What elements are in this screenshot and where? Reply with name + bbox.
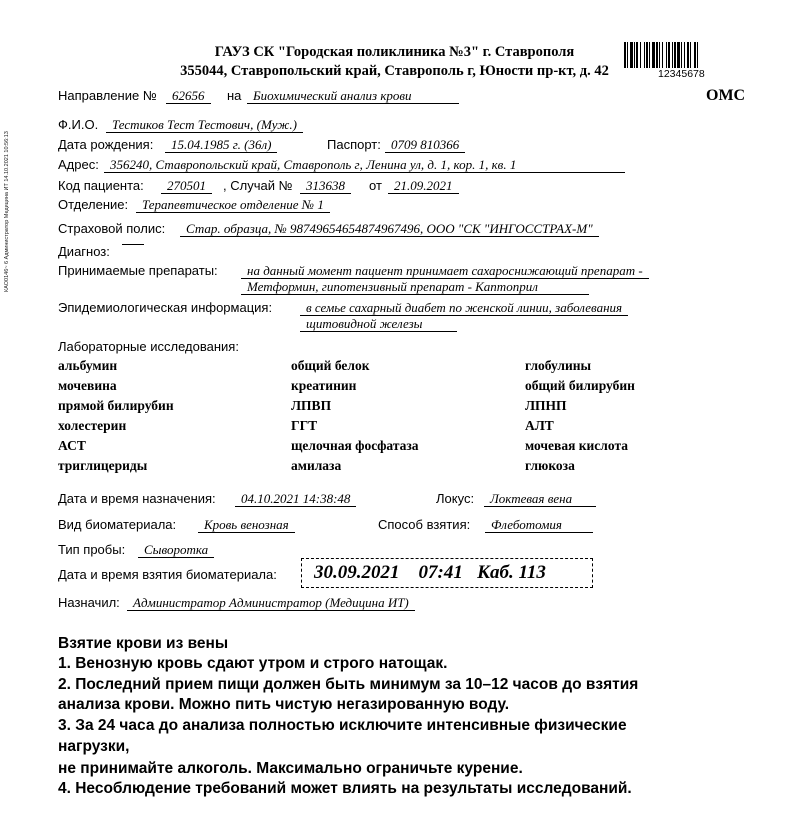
biomaterial-label: Вид биоматериала: — [58, 517, 177, 532]
doctor-label: Назначил: — [58, 595, 120, 610]
lab-test: ЛПВП — [291, 398, 332, 413]
assigned-doctor: Администратор Администратор (Медицина ИТ) — [127, 595, 415, 611]
insurance-label: Страховой полис: — [58, 221, 166, 236]
referral-type: Биохимический анализ крови — [247, 88, 459, 104]
instruction-line: 1. Венозную кровь сдают утром и строго натощак. — [58, 655, 448, 672]
sample-type: Сыворотка — [138, 542, 214, 558]
epidemiology-line-1: в семье сахарный диабет по женской линии, заболевания — [300, 300, 628, 316]
patient-dob: 15.04.1985 г. (36л) — [165, 137, 277, 153]
instruction-line: анализа крови. Можно пить чистую негазированную воду. — [58, 696, 510, 713]
lab-test: глюкоза — [525, 458, 575, 473]
lab-test: альбумин — [58, 358, 118, 373]
case-label: , Случай № — [223, 178, 293, 193]
taken-datetime: 30.09.2021 07:41 Каб. 113 — [314, 562, 546, 583]
barcode-number: 12345678 — [658, 68, 705, 80]
patient-passport: 0709 810366 — [385, 137, 465, 153]
lab-test: амилаза — [291, 458, 342, 473]
patient-address: 356240, Ставропольский край, Ставрополь г, Ленина ул, д. 1, кор. 1, кв. 1 — [104, 157, 625, 173]
biomaterial: Кровь венозная — [198, 517, 295, 533]
lab-title: Лабораторные исследования: — [58, 339, 239, 354]
lab-test: креатинин — [291, 378, 357, 393]
organization-name: ГАУЗ СК "Городская поликлиника №3" г. Ставрополя — [214, 44, 575, 60]
instruction-line: не принимайте алкоголь. Максимально ограничьте курение. — [58, 760, 523, 777]
lab-test: АЛТ — [525, 418, 554, 433]
address-label: Адрес: — [58, 157, 99, 172]
lab-test: общий белок — [291, 358, 370, 373]
assigned-datetime: 04.10.2021 14:38:48 — [235, 491, 356, 507]
fio-label: Ф.И.О. — [58, 117, 99, 132]
lab-test: прямой билирубин — [58, 398, 174, 413]
instruction-line: 2. Последний прием пищи должен быть минимум за 10–12 часов до взятия — [58, 676, 639, 693]
insurance-policy: Стар. образца, № 98749654654874967496, ООО "СК "ИНГОССТРАХ-М" — [180, 221, 599, 237]
sample-label: Тип пробы: — [58, 542, 126, 557]
epidemiology-label: Эпидемиологическая информация: — [58, 300, 273, 315]
lab-test: триглицериды — [58, 458, 148, 473]
instruction-line: нагрузки, — [58, 738, 130, 755]
lab-test: мочевина — [58, 378, 117, 393]
drugs-line-2: Метформин, гипотензивный препарат - Каптоприл — [241, 279, 589, 295]
locus: Локтевая вена — [484, 491, 596, 507]
department: Терапевтическое отделение № 1 — [136, 197, 330, 213]
instruction-line: 4. Несоблюдение требований может влиять на результаты исследований. — [58, 780, 632, 797]
instruction-line: 3. За 24 часа до анализа полностью исключите интенсивные физические — [58, 717, 627, 734]
lab-test: общий билирубин — [525, 378, 635, 393]
case-date-label: от — [369, 178, 382, 193]
payment-type: ОМС — [706, 87, 746, 104]
lab-test: щелочная фосфатаза — [291, 438, 419, 453]
barcode — [624, 42, 748, 68]
assigned-label: Дата и время назначения: — [58, 491, 216, 506]
method-label: Способ взятия: — [378, 517, 471, 532]
dob-label: Дата рождения: — [58, 137, 154, 152]
referral-number: 62656 — [166, 88, 211, 104]
lab-test: мочевая кислота — [525, 438, 628, 453]
lab-test: ГГТ — [291, 418, 318, 433]
method: Флеботомия — [485, 517, 593, 533]
department-label: Отделение: — [58, 197, 129, 212]
patient-fio: Тестиков Тест Тестович, (Муж.) — [106, 117, 303, 133]
epidemiology-line-2: щитовидной железы — [300, 316, 457, 332]
patient-code-label: Код пациента: — [58, 178, 144, 193]
organization-address: 355044, Ставропольский край, Ставрополь г, Юности пр-кт, д. 42 — [180, 63, 609, 79]
case-number: 313638 — [300, 178, 351, 194]
taken-box — [301, 558, 593, 588]
locus-label: Локус: — [436, 491, 475, 506]
referral-on-label: на — [227, 88, 242, 103]
diagnosis-label: Диагноз: — [58, 244, 110, 259]
lab-test: АСТ — [58, 438, 86, 453]
instructions-title: Взятие крови из вены — [58, 635, 229, 652]
drugs-label: Принимаемые препараты: — [58, 263, 218, 278]
taken-label: Дата и время взятия биоматериала: — [58, 567, 277, 582]
lab-test: глобулины — [525, 358, 592, 373]
lab-test: ЛПНП — [525, 398, 567, 413]
drugs-line-1: на данный момент пациент принимает сахароснижающий препарат - — [241, 263, 649, 279]
lab-test: холестерин — [58, 418, 127, 433]
referral-label: Направление № — [58, 88, 157, 103]
diagnosis — [122, 244, 144, 245]
passport-label: Паспорт: — [327, 137, 381, 152]
side-print-note: КАО0146~ 6 Администратор Медицина ИТ 14.10.2021 10:56:13 — [4, 131, 10, 292]
patient-code: 270501 — [161, 178, 212, 194]
case-date: 21.09.2021 — [388, 178, 459, 194]
